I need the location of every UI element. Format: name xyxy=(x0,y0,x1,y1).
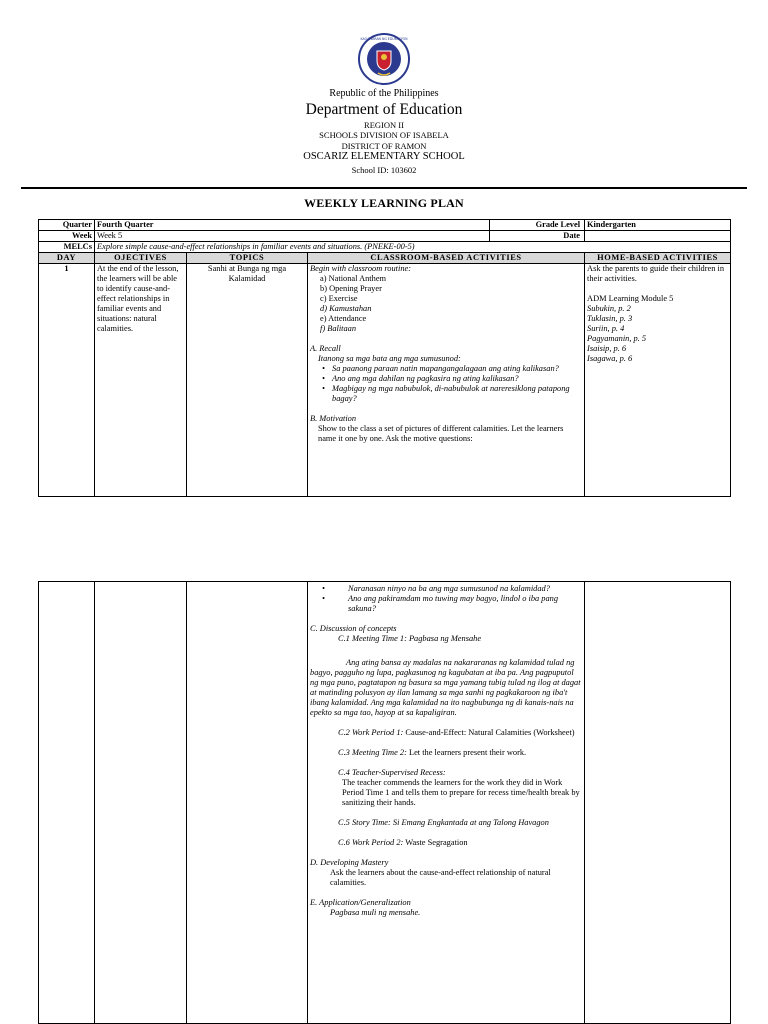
discussion-heading: C. Discussion of concepts xyxy=(310,624,397,633)
week-value: Week 5 xyxy=(97,231,123,240)
quarter-value-cell xyxy=(95,220,585,231)
col-day-header: DAY xyxy=(39,253,95,264)
deped-seal-logo xyxy=(358,33,410,85)
day-1-row xyxy=(39,264,731,497)
division-line: SCHOOLS DIVISION OF ISABELA xyxy=(319,130,449,140)
c3-text: Let the learners present their work. xyxy=(408,748,527,757)
routine-item: b) Opening Prayer xyxy=(320,284,382,293)
date-value xyxy=(585,231,731,242)
school-name: OSCARIZ ELEMENTARY SCHOOL xyxy=(303,151,465,162)
day-cell-empty xyxy=(39,582,95,1024)
recall-intro: Itanong sa mga bata ang mga sumusunod: xyxy=(318,354,461,363)
routine-intro: Begin with classroom routine: xyxy=(310,264,412,273)
col-topics-header: TOPICS xyxy=(187,253,308,264)
home-item: Isaisip, p. 6 xyxy=(587,344,627,353)
c3-line xyxy=(310,748,582,758)
c1-message: Ang ating bansa ay madalas na nakararanas ng kalamidad tulad ng bagyo, pagguho ng lupa, pagkasunog ng kagubatan at iba pa. Ang pagpuputol ng mga puno, pagtatapon ng basura sa mga yamang tubig tulad ng ilog at dagat at matinding polusyon ay ilan lamang sa mga sanhi ng pagkakaroon ng iba't ibang kalamidad. Ang mga kalamidad na ito nagbubunga ng di kanais-nais na epekto sa mga tao, hayop at sa kapaligiran. xyxy=(310,658,581,717)
routine-item: c) Exercise xyxy=(320,294,358,303)
classroom-activities-cell xyxy=(308,264,585,497)
home-item: Suriin, p. 4 xyxy=(587,324,625,333)
week-label: Week xyxy=(39,231,95,242)
republic-line: Republic of the Philippines xyxy=(329,88,439,99)
melcs-label: MELCs xyxy=(39,242,95,253)
c6-label: C.6 Work Period 2: xyxy=(338,838,404,847)
melcs-value: Explore simple cause-and-effect relationships in familiar events and situations. (PNEKE-00-5) xyxy=(95,242,731,253)
home-intro: Ask the parents to guide their children in their activities. xyxy=(587,264,725,283)
week-row xyxy=(39,231,731,242)
c2-text: Cause-and-Effect: Natural Calamities (Worksheet) xyxy=(405,728,575,737)
c5-story-time: C.5 Story Time: Si Emang Engkantada at ang Talong Havagon xyxy=(338,818,549,827)
header-divider xyxy=(21,187,747,189)
c2-line xyxy=(310,728,582,738)
quarter-label: Quarter xyxy=(39,220,95,231)
recall-heading: A. Recall xyxy=(310,344,341,353)
department-name: Department of Education xyxy=(305,101,463,118)
grade-level-value: Kindergarten xyxy=(585,220,731,231)
developing-mastery-heading: D. Developing Mastery xyxy=(310,858,389,867)
column-header-row xyxy=(39,253,731,264)
learning-plan-continuation-table xyxy=(38,581,731,1024)
week-value-cell xyxy=(95,231,585,242)
routine-item: e) Attendance xyxy=(320,314,367,323)
motivation-text: Show to the class a set of pictures of different calamities. Let the learners name it one by one. Ask the motive questions: xyxy=(318,424,564,443)
c4-text: The teacher commends the learners for the work they did in Work Period Time 1 and tells them to prepare for recess time/health break by sanitizing their hands. xyxy=(342,778,580,807)
recall-question: • Ano ang mga dahilan ng pagkasira ng ating kalikasan? xyxy=(310,374,582,384)
classroom-activities-continued xyxy=(308,582,585,1024)
recall-question: • Sa paanong paraan natin mapangangalagaan ang ating kalikasan? xyxy=(310,364,582,374)
c4-heading: C.4 Teacher-Supervised Recess: xyxy=(338,768,446,777)
day-1-continued-row xyxy=(39,582,731,1024)
melcs-row xyxy=(39,242,731,253)
motive-question: • Ano ang pakiramdam mo tuwing may bagyo, lindol o iba pang sakuna? xyxy=(310,594,582,614)
routine-item: f) Balitaan xyxy=(320,324,357,333)
grade-level-label: Grade Level xyxy=(489,220,584,230)
application-heading: E. Application/Generalization xyxy=(310,898,411,907)
col-home-header: HOME-BASED ACTIVITIES xyxy=(585,253,731,264)
col-classroom-header: CLASSROOM-BASED ACTIVITIES xyxy=(308,253,585,264)
application-text: Pagbasa muli ng mensahe. xyxy=(330,908,421,917)
c2-label: C.2 Work Period 1: xyxy=(338,728,404,737)
recall-question: • Magbigay ng mga nabubulok, di-nabubulok at nareresiklong patapong bagay? xyxy=(310,384,582,404)
home-activities-cell xyxy=(585,264,731,497)
home-item: Tuklasin, p. 3 xyxy=(587,314,633,323)
learning-plan-table xyxy=(38,219,731,497)
home-item: Pagyamanin, p. 5 xyxy=(587,334,647,343)
district-line: DISTRICT OF RAMON xyxy=(341,141,427,151)
seal-text: KAGAWARAN NG EDUKASYON xyxy=(360,37,408,41)
topics-cell: Sanhi at Bunga ng mga Kalamidad xyxy=(187,264,308,497)
quarter-value: Fourth Quarter xyxy=(97,220,154,229)
topics-cell-empty xyxy=(187,582,308,1024)
home-item: Subukin, p. 2 xyxy=(587,304,631,313)
motivation-heading: B. Motivation xyxy=(310,414,357,423)
school-id: School ID: 103602 xyxy=(351,165,417,175)
date-label: Date xyxy=(489,231,584,241)
home-item: Isagawa, p. 6 xyxy=(587,354,633,363)
page-title: WEEKLY LEARNING PLAN xyxy=(304,196,464,210)
col-objectives-header: OJECTIVES xyxy=(95,253,187,264)
developing-mastery-text: Ask the learners about the cause-and-effect relationship of natural calamities. xyxy=(330,868,551,887)
routine-item: d) Kamustahan xyxy=(320,304,372,313)
motive-question: • Naranasan ninyo na ba ang mga sumusunod na kalamidad? xyxy=(310,584,582,594)
c6-line xyxy=(310,838,582,848)
routine-item: a) National Anthem xyxy=(320,274,387,283)
home-module: ADM Learning Module 5 xyxy=(587,294,674,303)
c1-heading: C.1 Meeting Time 1: Pagbasa ng Mensahe xyxy=(338,634,482,643)
day-number: 1 xyxy=(39,264,95,497)
objectives-cell-empty xyxy=(95,582,187,1024)
objectives-cell: At the end of the lesson, the learners will be able to identify cause-and-effect relationships in familiar events and situations: natural calamities. xyxy=(95,264,187,497)
region-line: REGION II xyxy=(364,120,404,130)
home-activities-cell-empty xyxy=(585,582,731,1024)
quarter-row xyxy=(39,220,731,231)
c3-label: C.3 Meeting Time 2: xyxy=(338,748,407,757)
c6-text: Waste Segragation xyxy=(405,838,468,847)
